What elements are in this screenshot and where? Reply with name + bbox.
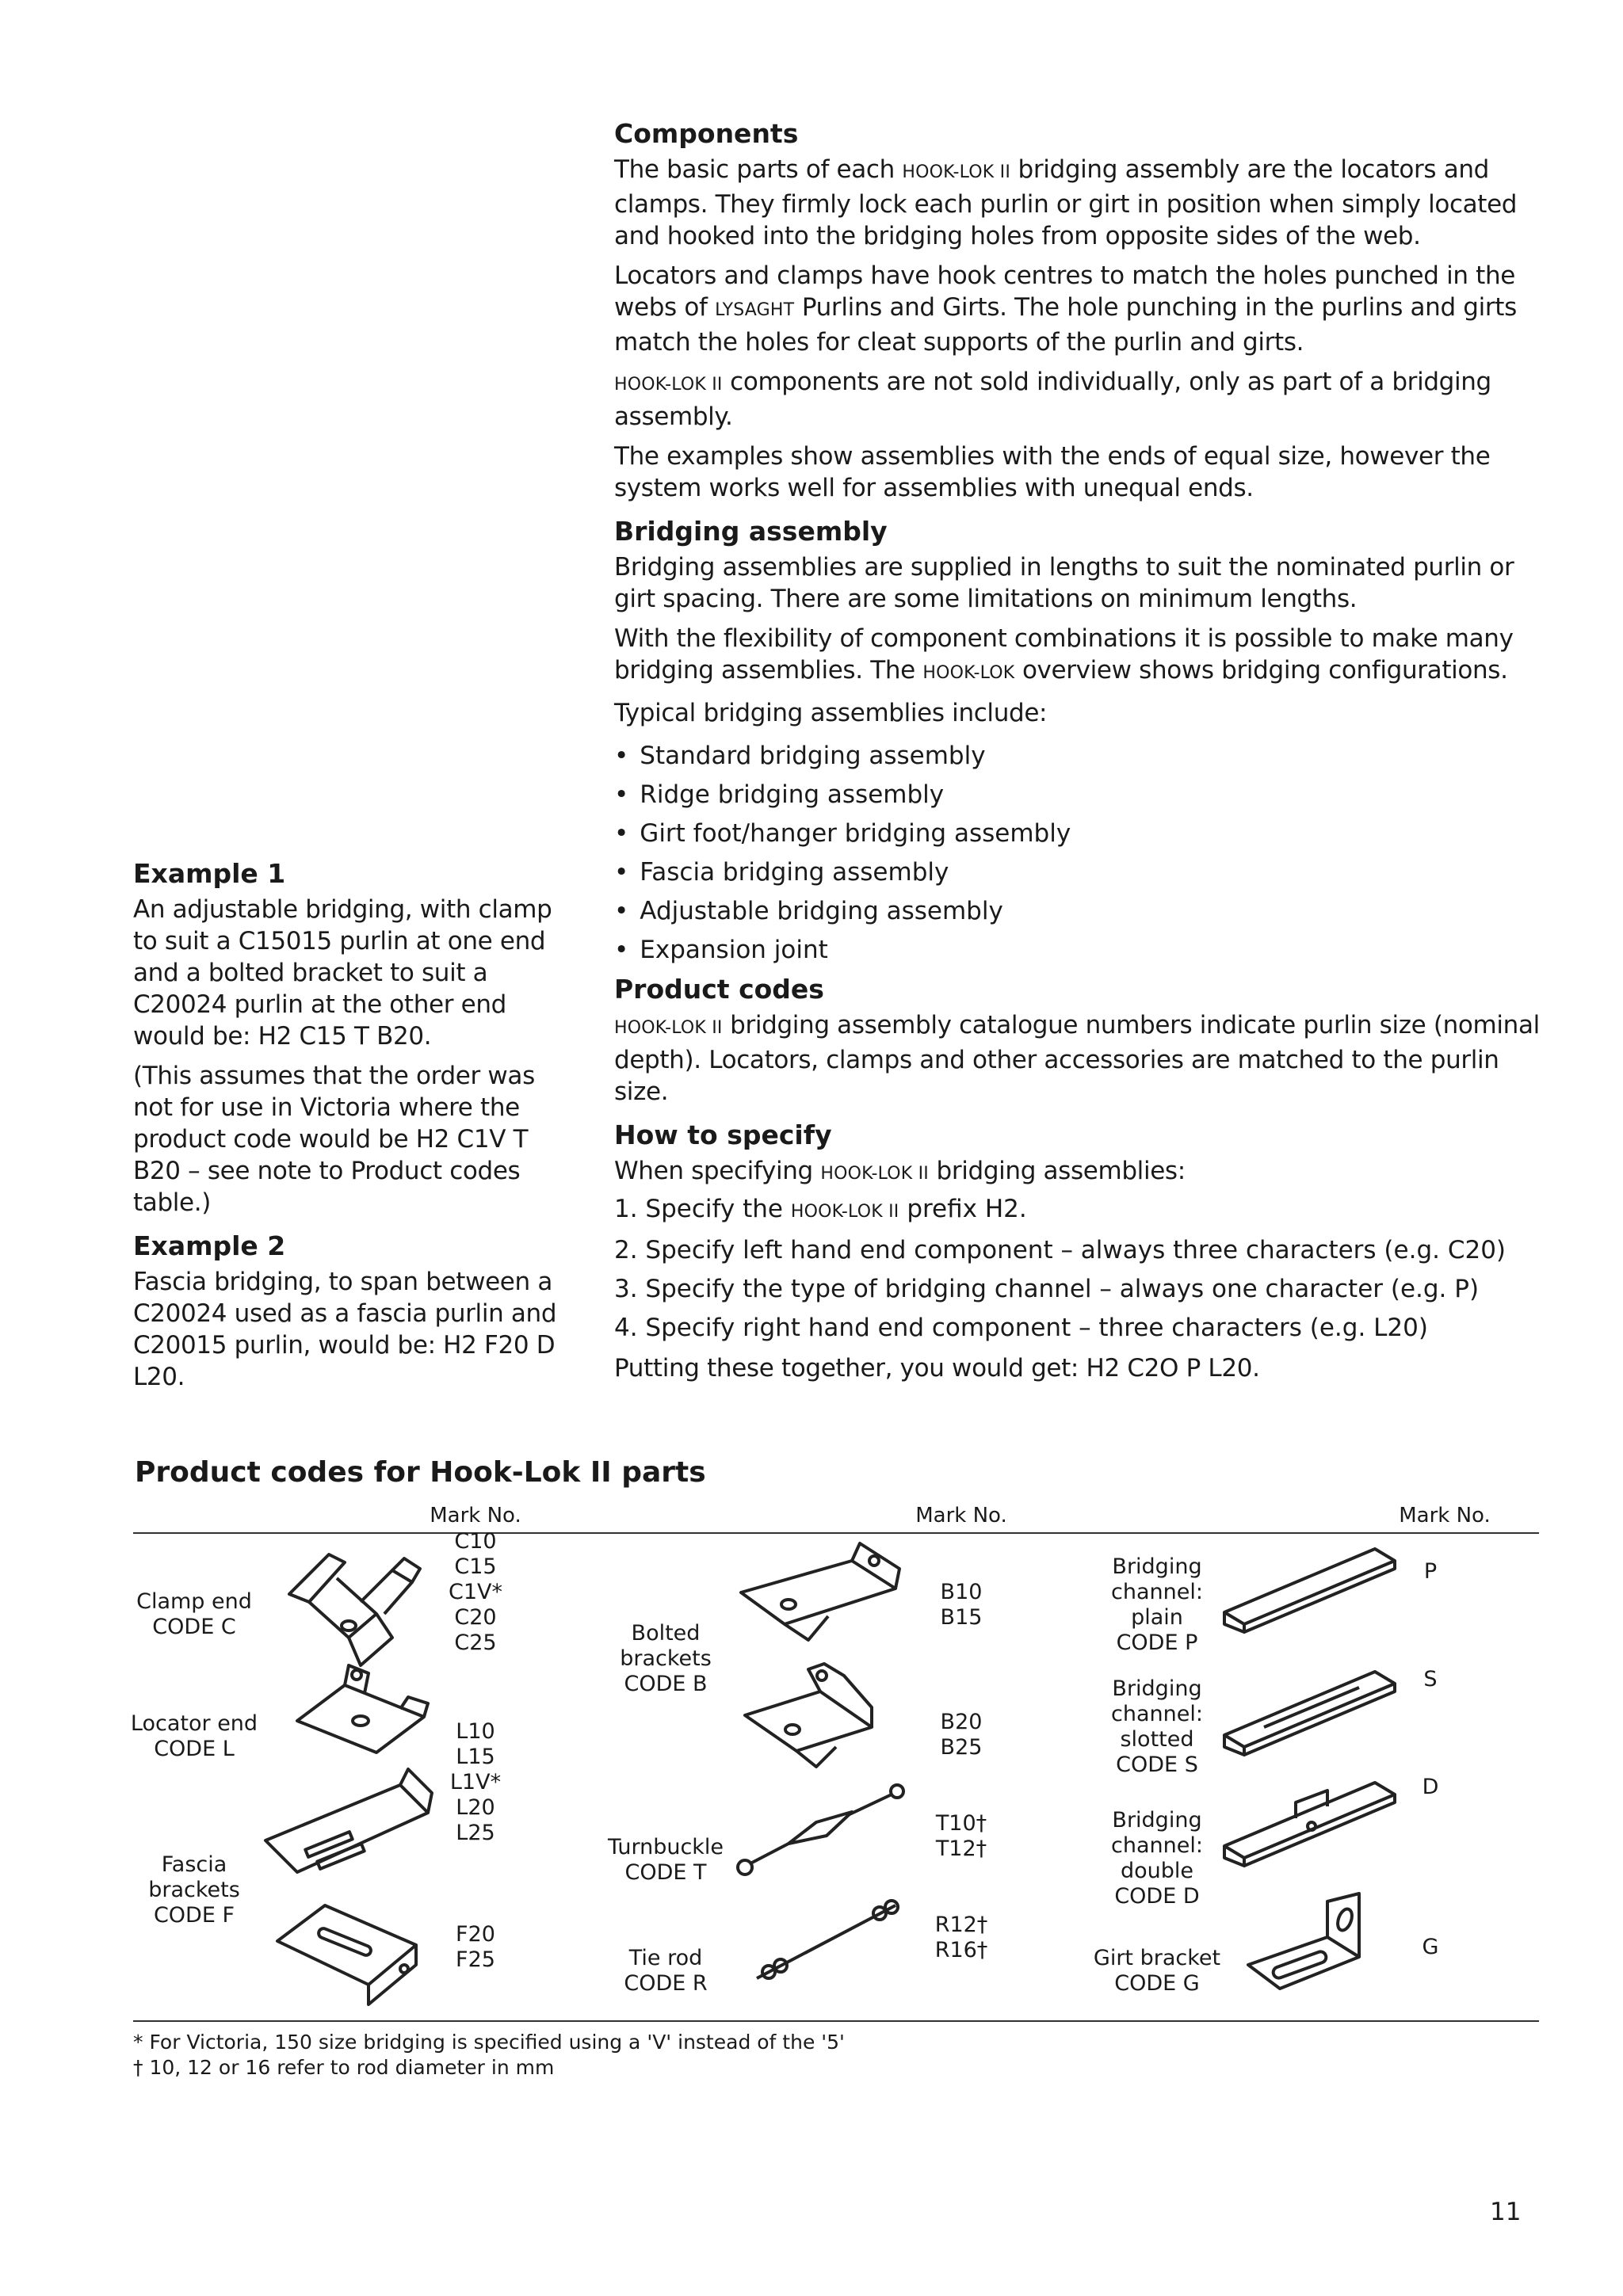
bridging-list [614, 737, 1549, 970]
locator-end-icon [281, 1657, 440, 1760]
example-2-heading: Example 2 [133, 1230, 286, 1261]
plain-channel-icon [1216, 1541, 1407, 1636]
table-notes [133, 2030, 845, 2081]
product-codes-paragraph: HOOK-LOK II bridging assembly catalogue numbers indicate purlin size (nominal depth). Locators, clamps and other accessories are matched to the purlin size. [614, 1011, 1540, 1106]
side-column [133, 854, 577, 1401]
footnote-victoria: * For Victoria, 150 size bridging is specified using a 'V' instead of the '5' [133, 2031, 845, 2054]
tie-rod-icon [749, 1890, 907, 1993]
bridging-paragraph-2: With the flexibility of component combinations it is possible to make many bridging assemblies. The HOOK-LOK overview shows bridging configurations. [614, 624, 1514, 685]
bridging-heading: Bridging assembly [614, 516, 888, 547]
components-heading: Components [614, 118, 799, 149]
clamp-end-icon [273, 1539, 432, 1673]
slotted-channel-icon [1216, 1664, 1407, 1759]
list-item: • Adjustable bridging assembly [614, 892, 1549, 931]
mark-header: Mark No. [915, 1504, 1007, 1527]
list-item: • Standard bridging assembly [614, 737, 1549, 776]
fascia-bracket-icon [258, 1765, 440, 1884]
bolted-codes-a: B10 B15 [940, 1580, 983, 1630]
turnbuckle-codes: T10† T12† [935, 1811, 987, 1861]
example-1-heading: Example 1 [133, 858, 286, 889]
components-paragraph-1: The basic parts of each HOOK-LOK II bridging assembly are the locators and clamps. They firmly lock each purlin or girt in position when simply located and hooked into the bridging holes from opposite sides of the web. [614, 155, 1518, 250]
bolted-brackets-label: Bolted brackets CODE B [620, 1621, 712, 1696]
girt-mark: G [1422, 1935, 1439, 1959]
bridging-paragraph-3: Typical bridging assemblies include: [614, 699, 1048, 727]
components-paragraph-3: HOOK-LOK II components are not sold individually, only as part of a bridging assembly. [614, 368, 1491, 431]
locator-codes: L10 L15 L1V* L20 L25 [449, 1719, 502, 1845]
main-column [614, 114, 1549, 1392]
table-bottom-rule [133, 2020, 1539, 2022]
how-to-heading: How to specify [614, 1119, 832, 1150]
list-item: 2. Specify left hand end component – always three characters (e.g. C20) [614, 1236, 1507, 1264]
list-item: • Ridge bridging assembly [614, 776, 1549, 814]
clamp-codes: C10 C15 C1V* C20 C25 [448, 1529, 502, 1655]
fascia-bracket-2-icon [269, 1897, 428, 2008]
mark-header: Mark No. [1399, 1504, 1491, 1527]
double-channel-icon [1216, 1771, 1407, 1874]
page-number: 11 [1490, 2198, 1522, 2226]
fascia-brackets-label: Fascia brackets CODE F [148, 1852, 240, 1928]
plain-channel-label: Bridging channel: plain CODE P [1111, 1554, 1203, 1655]
locator-end-label: Locator end CODE L [130, 1711, 258, 1761]
how-to-intro: When specifying HOOK-LOK II bridging assemblies: [614, 1157, 1186, 1185]
double-mark: D [1422, 1775, 1439, 1799]
double-channel-label: Bridging channel: double CODE D [1111, 1808, 1203, 1909]
components-paragraph-2: Locators and clamps have hook centres to match the holes punched in the webs of LYSAGHT Purlins and Girts. The hole punching in the purlins and girts match the holes for cleat supports of the purlin and girts. [614, 261, 1517, 357]
components-paragraph-4: The examples show assemblies with the ends of equal size, however the system works well for assemblies with unequal ends. [614, 442, 1491, 502]
girt-bracket-icon [1240, 1890, 1367, 2000]
list-item: 3. Specify the type of bridging channel – always one character (e.g. P) [614, 1275, 1480, 1303]
how-to-conclusion: Putting these together, you would get: H2 C2O P L20. [614, 1354, 1260, 1383]
list-item: • Girt foot/hanger bridging assembly [614, 814, 1549, 853]
list-item: 1. Specify the HOOK-LOK II prefix H2. [614, 1195, 1027, 1223]
bridging-paragraph-1: Bridging assemblies are supplied in lengths to suit the nominated purlin or girt spacing. There are some limitations on minimum lengths. [614, 553, 1514, 613]
slotted-mark: S [1423, 1667, 1438, 1691]
footnote-rod-diameter: † 10, 12 or 16 refer to rod diameter in mm [133, 2056, 555, 2079]
fascia-codes: F20 F25 [456, 1922, 495, 1972]
how-to-steps [614, 1190, 1549, 1348]
list-item: • Expansion joint [614, 931, 1549, 970]
example-1-paragraph-1: An adjustable bridging, with clamp to suit a C15015 purlin at one end and a bolted bracket to suit a C20024 purlin at the other end would be: H2 C15 T B20. [133, 895, 552, 1051]
clamp-end-label: Clamp end CODE C [136, 1589, 252, 1639]
list-item: 4. Specify right hand end component – three characters (e.g. L20) [614, 1314, 1428, 1342]
bolted-bracket-icon [733, 1537, 907, 1648]
tie-rod-label: Tie rod CODE R [624, 1946, 708, 1996]
girt-bracket-label: Girt bracket CODE G [1093, 1946, 1221, 1996]
turnbuckle-icon [733, 1779, 907, 1882]
plain-mark: P [1423, 1559, 1438, 1584]
bolted-codes-b: B20 B25 [940, 1710, 983, 1760]
product-codes-heading: Product codes [614, 974, 824, 1005]
mark-header: Mark No. [430, 1504, 521, 1527]
example-1-paragraph-2: (This assumes that the order was not for use in Victoria where the product code would be H2 C1V T B20 – see note to Product codes table.) [133, 1062, 535, 1217]
turnbuckle-label: Turnbuckle CODE T [607, 1835, 724, 1885]
slotted-channel-label: Bridging channel: slotted CODE S [1111, 1676, 1203, 1777]
table-top-rule [133, 1532, 1539, 1534]
table-title: Product codes for Hook-Lok II parts [135, 1456, 706, 1489]
bolted-bracket-2-icon [733, 1660, 907, 1771]
list-item: • Fascia bridging assembly [614, 853, 1549, 892]
example-2-paragraph: Fascia bridging, to span between a C20024 used as a fascia purlin and C20015 purlin, would be: H2 F20 D L20. [133, 1268, 557, 1391]
tie-rod-codes: R12† R16† [934, 1913, 988, 1962]
